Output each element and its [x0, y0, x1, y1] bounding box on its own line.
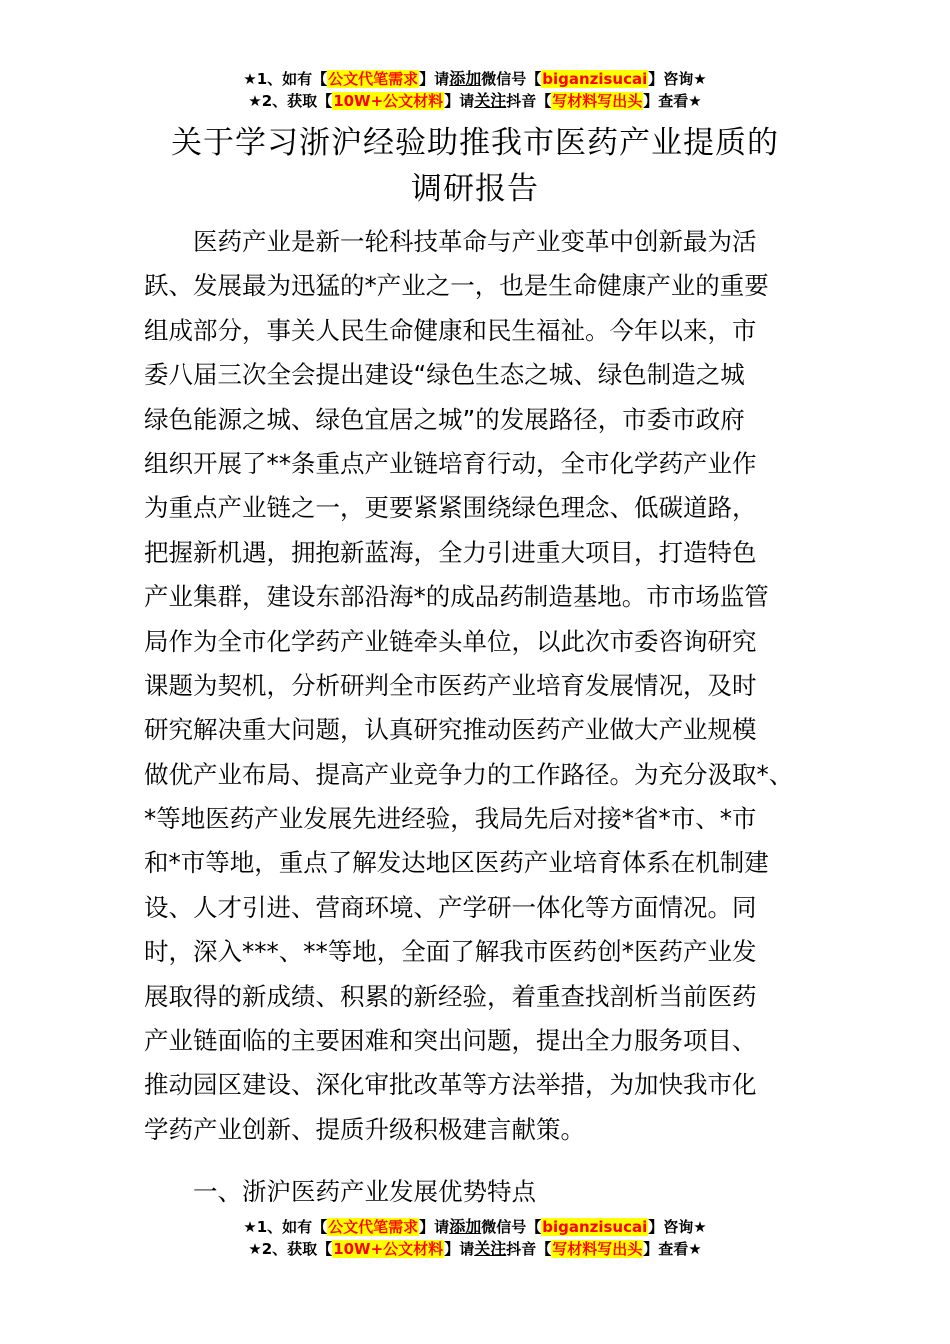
body-line: 跃、发展最为迅猛的*产业之一，也是生命健康产业的重要: [144, 271, 769, 301]
document-title: [0, 120, 950, 212]
body-line: *等地医药产业发展先进经验，我局先后对接*省*市、*市: [144, 804, 757, 834]
banner-line-1: [0, 1216, 950, 1238]
body-line: 展取得的新成绩、积累的新经验，着重查找剖析当前医药: [144, 981, 757, 1011]
banner-text: 】查看★: [643, 92, 702, 110]
body-line: 委八届三次全会提出建设“绿色生态之城、绿色制造之城: [144, 360, 745, 390]
banner-highlight: 10W+公文材料: [333, 1240, 444, 1258]
body-line: 局作为全市化学药产业链牵头单位，以此次市委咨询研究: [144, 626, 757, 656]
body-line: 设、人才引进、营商环境、产学研一体化等方面情况。同: [144, 892, 757, 922]
banner-line-2: [0, 1238, 950, 1260]
banner-underlined: 关注: [474, 1239, 507, 1258]
title-line-1: 关于学习浙沪经验助推我市医药产业提质的: [171, 125, 779, 161]
body-line: 做优产业布局、提高产业竞争力的工作路径。为充分汲取*、: [144, 759, 794, 789]
banner-text: 微信号【: [481, 70, 542, 88]
body-line: 为重点产业链之一，更要紧紧围绕绿色理念、低碳道路，: [144, 493, 757, 523]
body-line: 和*市等地，重点了解发达地区医药产业培育体系在机制建: [144, 848, 769, 878]
banner-underlined: 添加: [449, 1217, 482, 1236]
banner-line-2: [0, 90, 950, 112]
footer-banner: [0, 1216, 950, 1260]
banner-text: 抖音【: [506, 1240, 552, 1258]
body-line: 课题为契机，分析研判全市医药产业培育发展情况，及时: [144, 670, 757, 700]
banner-highlight-douyin: 写材料写出头: [552, 92, 643, 110]
banner-line-1: [0, 68, 950, 90]
banner-text: ★1、如有【: [243, 1218, 328, 1236]
body-line: 组成部分，事关人民生命健康和民生福祉。今年以来，市: [144, 315, 757, 345]
banner-highlight: 10W+公文材料: [333, 92, 444, 110]
banner-text: 】请: [419, 1218, 450, 1236]
body-line: 产业集群，建设东部沿海*的成品药制造基地。市市场监管: [144, 582, 769, 612]
banner-highlight-wechat: biganzisucai: [542, 1218, 648, 1236]
banner-text: 微信号【: [481, 1218, 542, 1236]
banner-text: 】请: [419, 70, 450, 88]
banner-highlight-wechat: biganzisucai: [542, 70, 648, 88]
body-line: 时，深入***、**等地，全面了解我市医药创*医药产业发: [144, 937, 757, 967]
body-line: 组织开展了**条重点产业链培育行动，全市化学药产业作: [144, 448, 757, 478]
banner-text: 】咨询★: [648, 1218, 707, 1236]
banner-underlined: 关注: [474, 91, 507, 110]
section-heading: 一、浙沪医药产业发展优势特点: [193, 1177, 536, 1206]
title-line-2: 调研报告: [411, 171, 539, 207]
banner-text: 抖音【: [506, 92, 552, 110]
body-line: 学药产业创新、提质升级积极建言献策。: [144, 1114, 585, 1144]
banner-text: ★2、获取【: [248, 92, 333, 110]
banner-text: 】请: [444, 1240, 475, 1258]
body-line: 把握新机遇，拥抱新蓝海，全力引进重大项目，打造特色: [144, 537, 757, 567]
body-line: 医药产业是新一轮科技革命与产业变革中创新最为活: [193, 227, 757, 256]
header-banner: [0, 68, 950, 112]
body-line: 推动园区建设、深化审批改革等方法举措，为加快我市化: [144, 1070, 757, 1100]
banner-text: 】请: [444, 92, 475, 110]
banner-highlight: 公文代笔需求: [328, 70, 419, 88]
body-line: 产业链面临的主要困难和突出问题，提出全力服务项目、: [144, 1026, 757, 1056]
banner-text: 】查看★: [643, 1240, 702, 1258]
banner-highlight-douyin: 写材料写出头: [552, 1240, 643, 1258]
banner-underlined: 添加: [449, 69, 482, 88]
body-line: 绿色能源之城、绿色宜居之城”的发展路径，市委市政府: [144, 404, 745, 434]
body-line: 研究解决重大问题，认真研究推动医药产业做大产业规模: [144, 715, 757, 745]
body-paragraph: [144, 220, 812, 1152]
banner-text: 】咨询★: [648, 70, 707, 88]
banner-text: ★1、如有【: [243, 70, 328, 88]
banner-text: ★2、获取【: [248, 1240, 333, 1258]
banner-highlight: 公文代笔需求: [328, 1218, 419, 1236]
